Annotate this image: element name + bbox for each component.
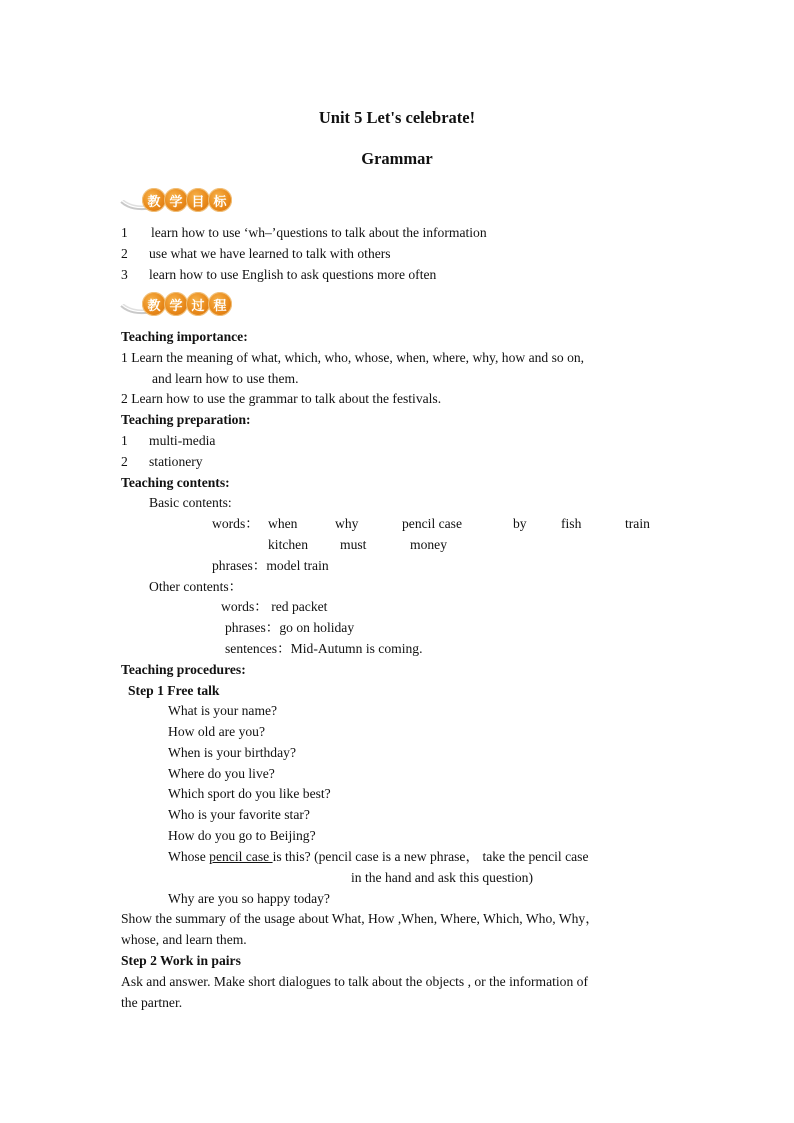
summary-line: Show the summary of the usage about What, How ,When, Where, Which, Who, Why， xyxy=(121,911,599,926)
question: Where do you live? xyxy=(168,766,275,781)
word: pencil case xyxy=(402,516,463,531)
importance-heading: Teaching importance: xyxy=(121,329,248,344)
objective-text: use what we have learned to talk with others xyxy=(149,246,391,261)
badge-char: 学 xyxy=(164,188,188,212)
whose-prefix: Whose xyxy=(168,849,210,864)
whose-suffix: is this? (pencil case is a new phrase， take the pencil case xyxy=(272,849,589,864)
question: How old are you? xyxy=(168,724,266,739)
question: How do you go to Beijing? xyxy=(168,828,316,843)
basic-contents-label: Basic contents: xyxy=(149,495,232,510)
word: fish xyxy=(561,516,582,531)
preparation-item: multi-media xyxy=(149,433,216,448)
word: train xyxy=(625,516,650,531)
question: Why are you so happy today? xyxy=(168,891,330,906)
page-subtitle: Grammar xyxy=(361,149,433,168)
other-sentences: sentences：Mid-Autumn is coming. xyxy=(225,641,423,656)
importance-line: 2 Learn how to use the grammar to talk about the festivals. xyxy=(121,391,442,406)
preparation-heading: Teaching preparation: xyxy=(121,412,251,427)
objective-num: 3 xyxy=(121,267,128,282)
preparation-num: 2 xyxy=(121,454,128,469)
objective-text: learn how to use ‘wh–’questions to talk about the information xyxy=(151,225,487,240)
badge-char: 教 xyxy=(142,292,166,316)
badge-char: 程 xyxy=(208,292,232,316)
badge-char: 教 xyxy=(142,188,166,212)
page-title: Unit 5 Let's celebrate! xyxy=(318,108,476,127)
word: when xyxy=(268,516,298,531)
question: What is your name? xyxy=(168,703,278,718)
words-label: words： xyxy=(212,516,259,531)
summary-line: whose, and learn them. xyxy=(121,932,247,947)
word: money xyxy=(410,537,447,552)
word: kitchen xyxy=(268,537,309,552)
word: must xyxy=(340,537,367,552)
objective-text: learn how to use English to ask questions more often xyxy=(149,267,437,282)
word: why xyxy=(335,516,359,531)
importance-line: 1 Learn the meaning of what, which, who, whose, when, where, why, how and so on, xyxy=(121,350,585,365)
importance-line: and learn how to use them. xyxy=(152,371,299,386)
badge-char: 学 xyxy=(164,292,188,316)
phrases-line: phrases：model train xyxy=(212,558,329,573)
question: Which sport do you like best? xyxy=(168,786,331,801)
objective-num: 1 xyxy=(121,225,128,240)
other-phrases: phrases：go on holiday xyxy=(225,620,355,635)
underlined-phrase: pencil case xyxy=(209,849,273,864)
step2-heading: Step 2 Work in pairs xyxy=(121,953,241,968)
word: by xyxy=(513,516,527,531)
step1-heading: Step 1 Free talk xyxy=(128,683,220,698)
other-words: words： red packet xyxy=(221,599,328,614)
whose-continuation: in the hand and ask this question) xyxy=(351,870,533,885)
contents-heading: Teaching contents: xyxy=(121,475,230,490)
whose-question xyxy=(168,850,589,864)
procedures-heading: Teaching procedures: xyxy=(121,662,246,677)
badge-char: 标 xyxy=(208,188,232,212)
badge-char: 目 xyxy=(186,188,210,212)
question: Who is your favorite star? xyxy=(168,807,310,822)
question: When is your birthday? xyxy=(168,745,296,760)
preparation-num: 1 xyxy=(121,433,128,448)
other-contents-label: Other contents： xyxy=(149,579,243,594)
badge-char: 过 xyxy=(186,292,210,316)
preparation-item: stationery xyxy=(149,454,203,469)
objective-num: 2 xyxy=(121,246,128,261)
pairs-line: Ask and answer. Make short dialogues to talk about the objects , or the information of xyxy=(121,974,588,989)
pairs-line: the partner. xyxy=(121,995,183,1010)
